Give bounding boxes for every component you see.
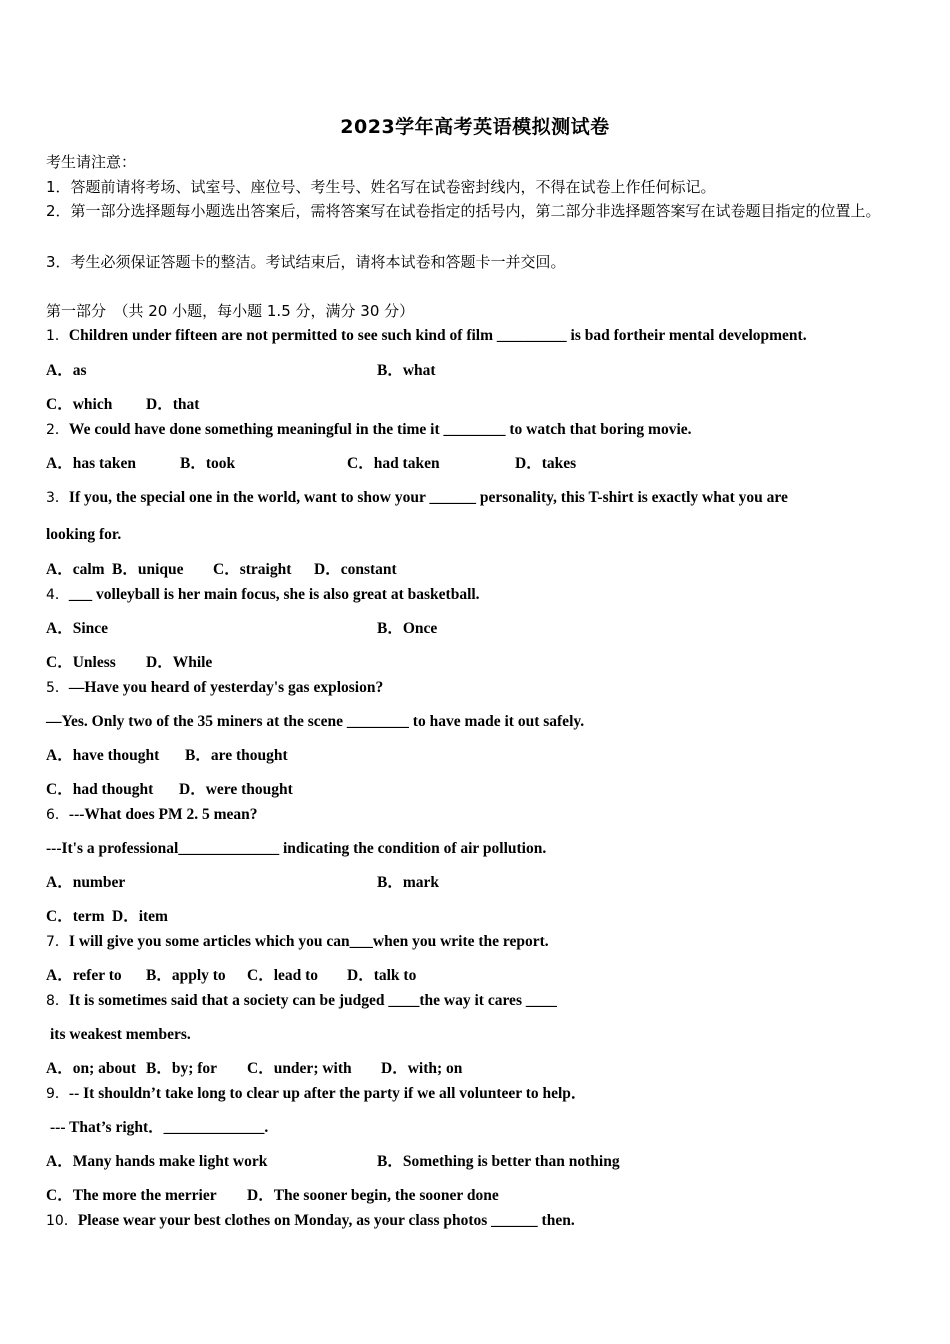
option-a[interactable]: A．on; about [46, 1060, 137, 1077]
option-b[interactable]: B．are thought [185, 747, 288, 764]
question-3-cont: looking for. [46, 526, 122, 543]
question-6-cont: ---It's a professional_____________ indicating the condition of air pollution. [46, 840, 547, 857]
question-6: 6．---What does PM 2. 5 mean? [46, 806, 258, 823]
page-title: 2023学年高考英语模拟测试卷 [340, 116, 610, 138]
option-d[interactable]: D．While [146, 654, 213, 671]
question-9: 9．-- It shouldn’t take long to clear up after the party if we all volunteer to help． [46, 1085, 587, 1102]
question-4: 4．___ volleyball is her main focus, she is also great at basketball. [46, 586, 480, 603]
option-d[interactable]: D．talk to [347, 967, 417, 984]
option-a[interactable]: A．has taken [46, 455, 137, 472]
question-5: 5．—Have you heard of yesterday's gas explosion? [46, 679, 384, 696]
option-c[interactable]: C．had thought [46, 781, 154, 798]
question-2: 2．We could have done something meaningful in the time it ________ to watch that boring movie. [46, 421, 692, 438]
option-c[interactable]: C．lead to [247, 967, 319, 984]
question-8-cont: its weakest members. [50, 1026, 191, 1043]
option-a[interactable]: A．calm [46, 561, 105, 578]
question-3: 3．If you, the special one in the world, want to show your ______ personality, this T-shirt is exactly what you are [46, 489, 788, 506]
option-b[interactable]: B．mark [377, 874, 440, 891]
option-a[interactable]: A．Since [46, 620, 109, 637]
option-b[interactable]: B．what [377, 362, 436, 379]
option-a[interactable]: A．as [46, 362, 87, 379]
option-a[interactable]: A．refer to [46, 967, 122, 984]
question-8: 8．It is sometimes said that a society can be judged ____the way it cares ____ [46, 992, 557, 1009]
option-c[interactable]: C．term [46, 908, 105, 925]
option-c[interactable]: C．The more the merrier [46, 1187, 217, 1204]
option-c[interactable]: C．which [46, 396, 113, 413]
option-d[interactable]: D．with; on [381, 1060, 463, 1077]
option-d[interactable]: D．constant [314, 561, 397, 578]
option-a[interactable]: A．number [46, 874, 126, 891]
option-d[interactable]: D．item [112, 908, 168, 925]
option-d[interactable]: D．The sooner begin, the sooner done [247, 1187, 499, 1204]
option-a[interactable]: A．Many hands make light work [46, 1153, 268, 1170]
option-a[interactable]: A．have thought [46, 747, 160, 764]
option-b[interactable]: B．Once [377, 620, 438, 637]
question-10: 10．Please wear your best clothes on Monday, as your class photos ______ then. [46, 1212, 575, 1229]
option-d[interactable]: D．that [146, 396, 200, 413]
notice-header: 考生请注意： [46, 153, 137, 171]
option-c[interactable]: C．Unless [46, 654, 116, 671]
option-b[interactable]: B．unique [112, 561, 184, 578]
notice-item: 1．答题前请将考场、试室号、座位号、考生号、姓名写在试卷密封线内，不得在试卷上作任何标记。 [46, 178, 716, 196]
question-7: 7．I will give you some articles which you can___when you write the report. [46, 933, 549, 950]
option-d[interactable]: D．were thought [179, 781, 293, 798]
option-c[interactable]: C．had taken [347, 455, 440, 472]
notice-item: 3．考生必须保证答题卡的整洁。考试结束后，请将本试卷和答题卡一并交回。 [46, 253, 566, 271]
option-b[interactable]: B．took [180, 455, 236, 472]
question-5-cont: —Yes. Only two of the 35 miners at the scene ________ to have made it out safely. [46, 713, 585, 730]
option-b[interactable]: B．by; for [146, 1060, 218, 1077]
option-c[interactable]: C．straight [213, 561, 292, 578]
option-b[interactable]: B．Something is better than nothing [377, 1153, 620, 1170]
question-9-cont: --- That’s right．_____________. [50, 1119, 269, 1136]
question-1: 1．Children under fifteen are not permitted to see such kind of film _________ is bad fortheir mental development. [46, 327, 807, 344]
option-d[interactable]: D．takes [515, 455, 577, 472]
section-heading: 第一部分 （共 20 小题，每小题 1.5 分，满分 30 分） [46, 302, 415, 320]
option-c[interactable]: C．under; with [247, 1060, 352, 1077]
option-b[interactable]: B．apply to [146, 967, 226, 984]
notice-item: 2．第一部分选择题每小题选出答案后，需将答案写在试卷指定的括号内，第二部分非选择题答案写在试卷题目指定的位置上。 [46, 202, 881, 220]
